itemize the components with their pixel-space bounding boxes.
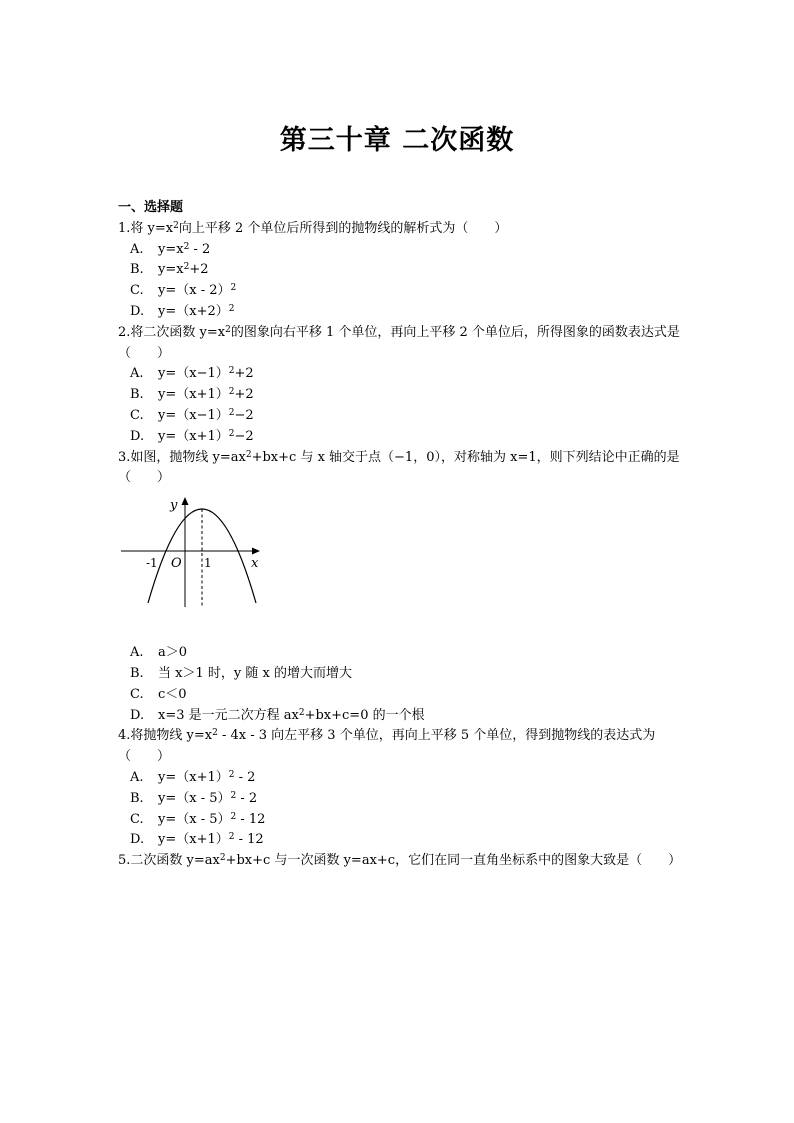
tick-label-1: 1 <box>204 556 212 571</box>
option-c: C. $y=(x-1)^2-2$ <box>130 407 254 423</box>
origin-label: O <box>171 556 182 572</box>
x-axis-label: x <box>251 556 259 572</box>
option-a: A. $y=(x+1)^2 - 2$ <box>130 769 256 785</box>
question-2: 2.将二次函数 $y=x^2$的图象向右平移 1 个单位，再向上平移 2 个单位后，所得图象的函数表达式是（ ） <box>118 324 680 361</box>
option-d: D. $y=(x+1)^2 - 12$ <box>130 832 264 848</box>
option-d: D. $y=(x+2)^2$ <box>130 303 235 319</box>
question-3-options <box>118 643 683 726</box>
option-c: C. y=（x - 5）$^2$ - 12 <box>130 811 266 827</box>
question-3: 3.如图，抛物线 $y=ax^2+bx+c$ 与 x 轴交于点（−1，0），对称轴为 x=1，则下列结论中正确的是（ ） <box>118 449 680 486</box>
option-a: A. $y=(x-1)^2+2$ <box>130 366 254 382</box>
question-2-options <box>118 364 683 447</box>
question-1-options <box>118 240 683 323</box>
y-axis-label: y <box>170 498 178 514</box>
question-5: 5.二次函数 $y=ax^2+bx+c$ 与一次函数 y=ax+c，它们在同一直角坐标系中的图象大致是（ ） <box>118 853 682 869</box>
option-a: A. a＞0 <box>130 645 188 661</box>
option-a: A. $y=x^2 - 2$ <box>130 241 211 257</box>
question-1: 1.将 $y=x^2$向上平移 2 个单位后所得到的抛物线的解析式为（ ） <box>118 220 508 236</box>
option-c: C. y=（x - 2）$^2$ <box>130 283 237 299</box>
option-c: C. c＜0 <box>130 686 187 702</box>
section-heading: 一、选择题 <box>118 200 184 215</box>
parabola-figure <box>118 495 268 613</box>
question-4-options <box>118 768 683 851</box>
tick-label-neg1: -1 <box>146 556 158 571</box>
x-axis-arrow <box>252 548 260 555</box>
option-d: D. $y=(x+1)^2-2$ <box>130 428 254 444</box>
document-body <box>118 198 683 872</box>
option-b: B. 当 x＞1 时，y 随 x 的增大而增大 <box>130 665 352 681</box>
option-b: B. $y=x^2+2$ <box>130 262 209 278</box>
option-d: D. x=3 是一元二次方程 $ax^2+bx+c=0$ 的一个根 <box>130 707 425 723</box>
y-axis-arrow <box>182 497 189 505</box>
option-b: B. $y=(x+1)^2+2$ <box>130 387 254 403</box>
page-title: 第三十章 二次函数 <box>279 125 515 156</box>
question-4: 4.将抛物线 $y=x^2 - 4x - 3$ 向左平移 3 个单位，再向上平移 5 个单位，得到抛物线的表达式为（ ） <box>118 728 656 765</box>
option-b: B. y=（x - 5）$^2$ - 2 <box>130 790 258 806</box>
